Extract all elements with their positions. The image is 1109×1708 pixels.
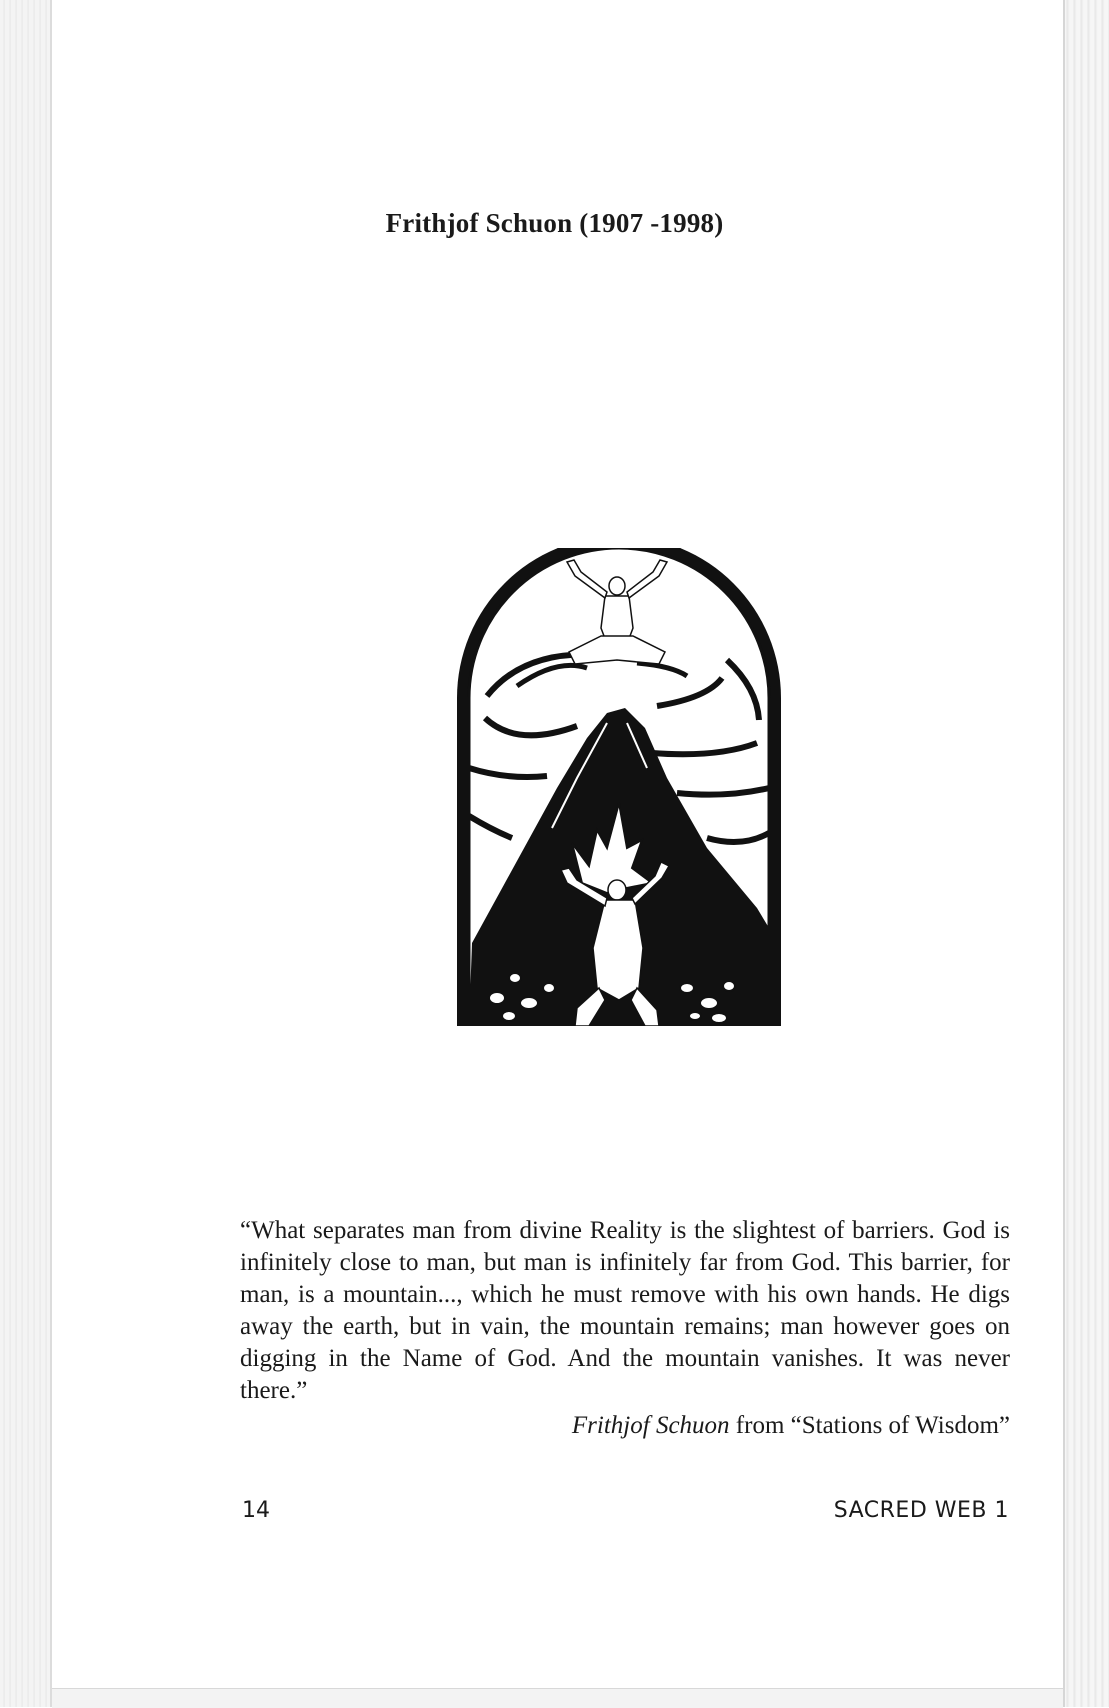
quote-attribution bbox=[240, 1412, 1010, 1440]
running-foot: SACRED WEB 1 bbox=[833, 1498, 1009, 1523]
attribution-author: Frithjof Schuon bbox=[571, 1412, 730, 1439]
mountain-meditation-illustration bbox=[457, 548, 781, 1026]
quotation-text: “What separates man from divine Reality is the slightest of barriers. God is infinitely close to man, but man is infinitely far from God. This barrier, for man, is a mountain..., which he must remove with his own hands. He digs away the earth, but in vain, the mountain remains; man however goes on digging in the Name of God. And the mountain vanishes. It was never there.” bbox=[240, 1217, 1010, 1404]
scanned-page-left-edge bbox=[0, 0, 52, 1707]
attribution-source: from “Stations of Wisdom” bbox=[729, 1412, 1010, 1439]
page-title: Frithjof Schuon (1907 -1998) bbox=[385, 208, 724, 238]
scanned-page-bottom-edge bbox=[52, 1688, 1063, 1708]
page-number: 14 bbox=[242, 1498, 270, 1523]
scanned-page-right-edge bbox=[1063, 0, 1109, 1707]
